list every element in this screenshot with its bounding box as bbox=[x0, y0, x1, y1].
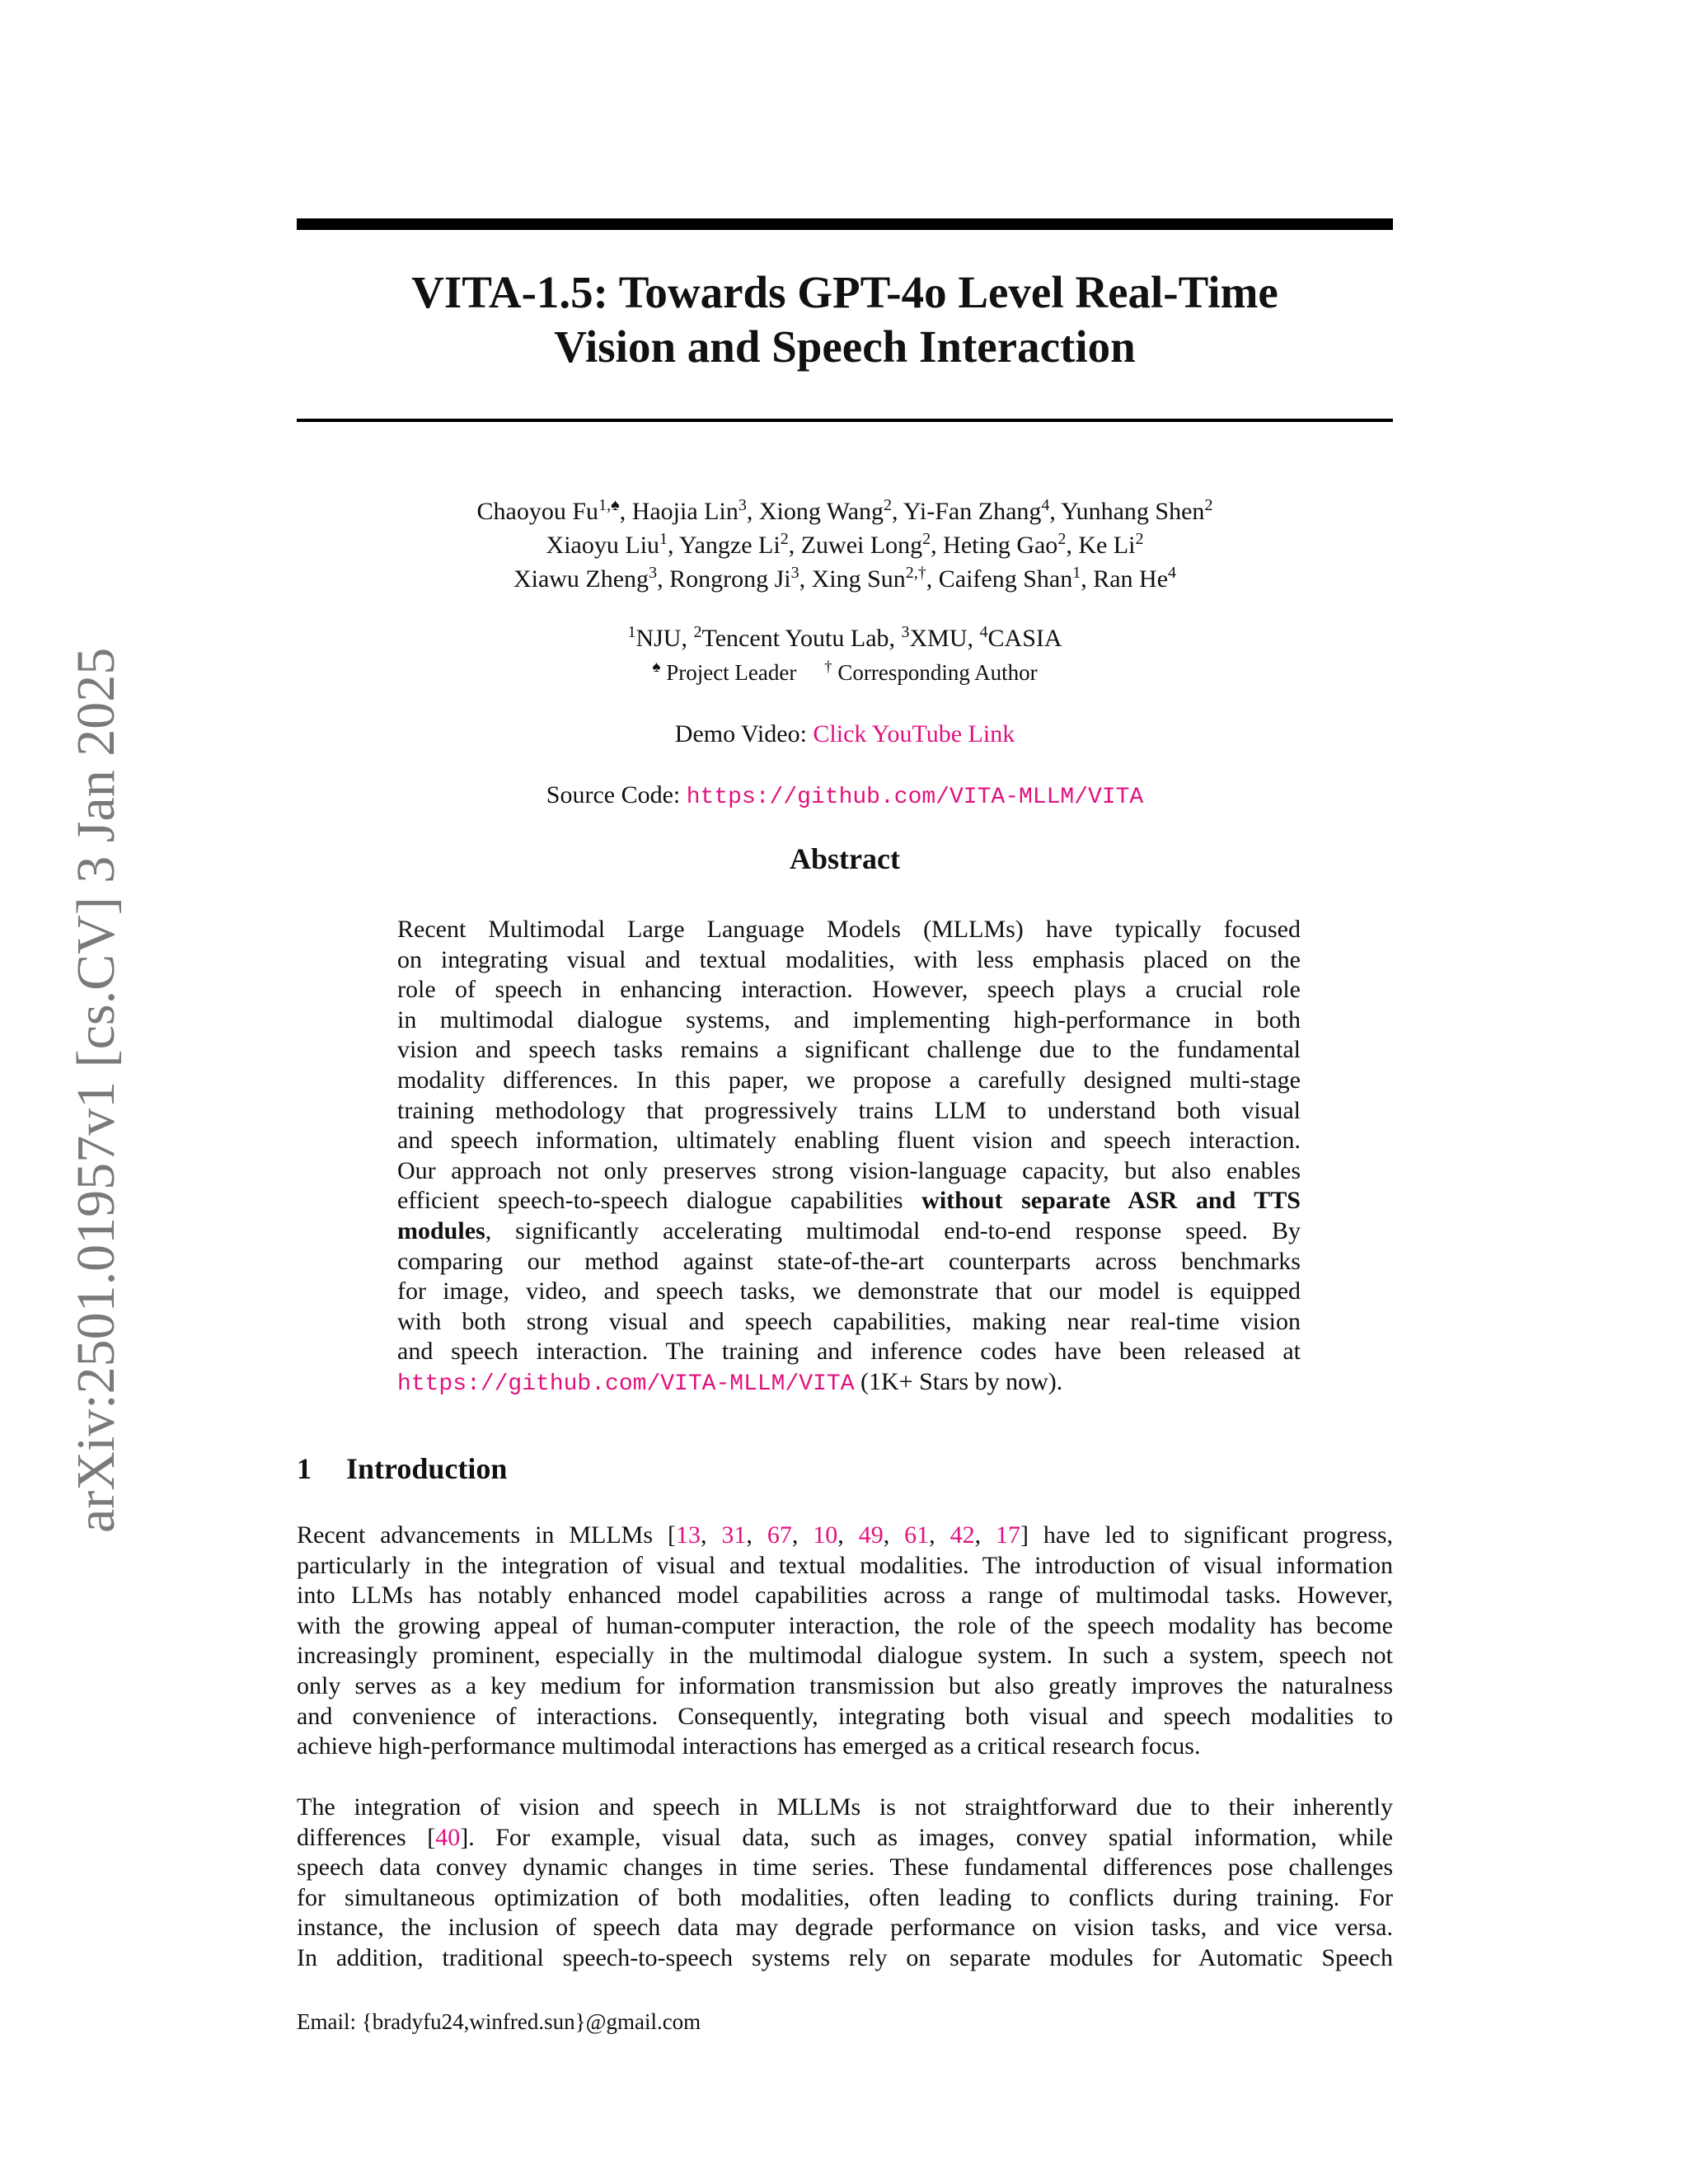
body-line: achieve high-performance multimodal interactions has emerged as a critical research focus. bbox=[297, 1732, 1201, 1760]
author-name: Xing Sun bbox=[811, 565, 906, 593]
affiliation-name: CASIA bbox=[987, 625, 1062, 652]
author-affiliation-mark: 2 bbox=[780, 530, 789, 548]
role-legend bbox=[297, 658, 1393, 687]
abstract-text: , significantly accelerating multimodal end-to-end response speed. By bbox=[485, 1216, 1301, 1244]
body-text: ] have led to significant progress, bbox=[1020, 1521, 1394, 1549]
body-line: instance, the inclusion of speech data may degrade performance on vision tasks, and vice versa. bbox=[297, 1914, 1393, 1942]
author-affiliation-mark: 2 bbox=[1204, 496, 1213, 514]
body-line: In addition, traditional speech-to-speech systems rely on separate modules for Automatic Speech bbox=[297, 1943, 1393, 1971]
body-line: Recent advancements in MLLMs [13, 31, 67, 10, 49, 61, 42, 17] have led to significant progress, bbox=[297, 1521, 1394, 1549]
title-top-rule bbox=[297, 218, 1393, 230]
youtube-link[interactable]: Click YouTube Link bbox=[813, 720, 1015, 748]
body-line: The integration of vision and speech in MLLMs is not straightforward due to their inherently bbox=[297, 1793, 1393, 1821]
citation-link[interactable]: 42 bbox=[950, 1521, 975, 1549]
abstract-line: and speech information, ultimately enabling fluent vision and speech interaction. bbox=[397, 1127, 1301, 1155]
body-text: differences [ bbox=[297, 1823, 436, 1851]
body-line: particularly in the integration of visual and textual modalities. The introduction of visual information bbox=[297, 1551, 1393, 1579]
author-name: Caifeng Shan bbox=[938, 565, 1073, 593]
abstract-line: with both strong visual and speech capabilities, making near real-time vision bbox=[397, 1307, 1301, 1335]
body-line bbox=[297, 1823, 1393, 1854]
author-name: Xiawu Zheng bbox=[513, 565, 649, 593]
author-affiliation-mark: 1,♠ bbox=[598, 496, 620, 514]
body-line: into LLMs has notably enhanced model capabilities across a range of multimodal tasks. However, bbox=[297, 1582, 1393, 1610]
section-heading bbox=[297, 1451, 507, 1487]
abstract-text: efficient speech-to-speech dialogue capabilities bbox=[397, 1187, 922, 1215]
body-line: speech data convey dynamic changes in time series. These fundamental differences pose challenges bbox=[297, 1854, 1393, 1882]
section-title: Introduction bbox=[346, 1452, 508, 1485]
dagger-icon: † bbox=[824, 658, 832, 676]
author-affiliation-mark: 1 bbox=[659, 530, 668, 548]
body-text: ]. For example, visual data, such as images, convey spatial information, while bbox=[460, 1823, 1393, 1851]
corresponding-author-label: Corresponding Author bbox=[837, 660, 1038, 685]
project-leader-label: Project Leader bbox=[666, 660, 797, 685]
affiliation-mark: 3 bbox=[901, 623, 910, 641]
affiliation-name: Tencent Youtu Lab bbox=[701, 625, 889, 652]
author-name: Rongrong Ji bbox=[669, 565, 791, 593]
affiliation-mark: 2 bbox=[693, 623, 702, 641]
body-line: increasingly prominent, especially in the multimodal dialogue system. In such a system, speech not bbox=[297, 1642, 1393, 1670]
intro-paragraph-2 bbox=[297, 1793, 1393, 1974]
abstract-line: Our approach not only preserves strong vision-language capacity, but also enables bbox=[397, 1156, 1301, 1184]
title-line-1: VITA-1.5: Towards GPT-4o Level Real-Time bbox=[411, 267, 1278, 317]
author-name: Xiong Wang bbox=[758, 498, 884, 525]
demo-video-label: Demo Video: bbox=[674, 720, 814, 748]
body-line: with the growing appeal of human-computer interaction, the role of the speech modality has become bbox=[297, 1611, 1393, 1639]
author-affiliation-mark: 4 bbox=[1168, 564, 1177, 582]
abstract-line: on integrating visual and textual modalities, with less emphasis placed on the bbox=[397, 945, 1301, 973]
author-name: Yangze Li bbox=[678, 532, 781, 559]
abstract-body bbox=[397, 915, 1301, 1400]
author-affiliation-mark: 3 bbox=[738, 496, 747, 514]
abstract-heading: Abstract bbox=[790, 842, 900, 875]
abstract-line: role of speech in enhancing interaction. However, speech plays a crucial role bbox=[397, 976, 1301, 1004]
citation-link[interactable]: 31 bbox=[721, 1521, 747, 1549]
body-line: and convenience of interactions. Consequently, integrating both visual and speech modalities to bbox=[297, 1702, 1393, 1730]
title-bottom-rule bbox=[297, 419, 1393, 422]
github-link[interactable]: https://github.com/VITA-MLLM/VITA bbox=[397, 1371, 855, 1397]
section-number: 1 bbox=[297, 1452, 312, 1485]
paper-title bbox=[297, 265, 1393, 374]
author-name: Yi-Fan Zhang bbox=[903, 498, 1042, 525]
author-name: Haojia Lin bbox=[631, 498, 738, 525]
intro-paragraph-1 bbox=[297, 1521, 1393, 1762]
abstract-bold-text: modules bbox=[397, 1216, 485, 1244]
author-name: Yunhang Shen bbox=[1061, 498, 1205, 525]
abstract-bold-text: without separate ASR and TTS bbox=[921, 1187, 1301, 1215]
author-affiliation-mark: 2 bbox=[1135, 530, 1144, 548]
affiliation-name: NJU bbox=[635, 625, 682, 652]
author-affiliation-mark: 3 bbox=[649, 564, 658, 582]
citation-link[interactable]: 67 bbox=[767, 1521, 792, 1549]
source-code-label: Source Code: bbox=[546, 781, 687, 808]
abstract-line: training methodology that progressively trains LLM to understand both visual bbox=[397, 1096, 1301, 1124]
abstract-text: (1K+ Stars by now). bbox=[854, 1367, 1063, 1395]
author-line-1: Chaoyou $Fu^{1,♠}$, Haojia Lin$^3$, Xiong Wang$^2$, Yi-Fan Zhang$^4$, Yunhang Shen$^2$ bbox=[476, 496, 1213, 525]
author-name: Chaoyou Fu bbox=[476, 498, 599, 525]
author-affiliation-mark: 4 bbox=[1041, 496, 1050, 514]
abstract-line: modality differences. In this paper, we propose a carefully designed multi-stage bbox=[397, 1066, 1301, 1094]
author-affiliation-mark: 1 bbox=[1072, 564, 1081, 582]
author-affiliation-mark: 2 bbox=[884, 496, 893, 514]
source-code-line bbox=[297, 779, 1393, 814]
demo-video-line bbox=[297, 718, 1393, 751]
body-line: for simultaneous optimization of both modalities, often leading to conflicts during training. For bbox=[297, 1883, 1393, 1911]
author-affiliation-mark: 2 bbox=[1057, 530, 1067, 548]
abstract-line: in multimodal dialogue systems, and implementing high-performance in both bbox=[397, 1005, 1301, 1033]
affiliation-mark: 1 bbox=[627, 623, 636, 641]
body-line: only serves as a key medium for information transmission but also greatly improves the naturalness bbox=[297, 1671, 1393, 1699]
citation-link[interactable]: 17 bbox=[996, 1521, 1020, 1549]
citation-link[interactable]: 61 bbox=[904, 1521, 930, 1549]
citation-link[interactable]: 40 bbox=[435, 1823, 461, 1851]
abstract-line: Recent Multimodal Large Language Models (MLLMs) have typically focused bbox=[397, 916, 1301, 943]
abstract-line: comparing our method against state-of-the-art counterparts across benchmarks bbox=[397, 1247, 1301, 1275]
arxiv-watermark: arXiv:2501.01957v1 [cs.CV] 3 Jan 2025 bbox=[66, 647, 126, 1533]
author-name: Ke Li bbox=[1078, 532, 1136, 559]
author-affiliation-mark: 3 bbox=[790, 564, 799, 582]
abstract-line bbox=[397, 1216, 1301, 1247]
author-affiliation-mark: 2 bbox=[922, 530, 931, 548]
author-name: Ran He bbox=[1093, 565, 1169, 593]
affiliation-mark: 4 bbox=[979, 623, 988, 641]
author-name: Xiaoyu Liu bbox=[546, 532, 660, 559]
affiliation-list: $^1$NJU, $^2$Tencent Youtu Lab, $^3$XMU, $^4$CASIA bbox=[627, 623, 1062, 652]
spade-icon: ♠ bbox=[652, 658, 661, 676]
author-line-2: Xiaoyu Liu$^1$, Yangze Li$^2$, Zuwei Long$^2$, Heting Gao$^2$, Ke Li$^2$ bbox=[546, 530, 1144, 559]
citation-link[interactable]: 13 bbox=[675, 1521, 701, 1549]
title-line-2: Vision and Speech Interaction bbox=[554, 321, 1136, 372]
abstract-line: and speech interaction. The training and inference codes have been released at bbox=[397, 1338, 1301, 1366]
abstract-line bbox=[397, 1367, 1301, 1400]
affiliation-name: XMU bbox=[909, 625, 968, 652]
email-footnote: Email: {bradyfu24,winfred.sun}@gmail.com bbox=[297, 2009, 701, 2034]
author-list bbox=[297, 494, 1393, 596]
author-name: Heting Gao bbox=[943, 532, 1058, 559]
author-name: Zuwei Long bbox=[800, 532, 923, 559]
body-text: Recent advancements in MLLMs [ bbox=[297, 1521, 676, 1549]
author-affiliation-mark: 2,† bbox=[905, 564, 926, 582]
citation-link[interactable]: 49 bbox=[858, 1521, 884, 1549]
abstract-line: vision and speech tasks remains a significant challenge due to the fundamental bbox=[397, 1036, 1301, 1064]
github-link[interactable]: https://github.com/VITA-MLLM/VITA bbox=[686, 785, 1144, 810]
abstract-line bbox=[397, 1186, 1301, 1216]
abstract-line: for image, video, and speech tasks, we demonstrate that our model is equipped bbox=[397, 1277, 1301, 1305]
citation-link[interactable]: 10 bbox=[813, 1521, 838, 1549]
author-line-3: Xiawu Zheng$^3$, Rongrong Ji$^3$, Xing Sun$^{2,\dagger}$, Caifeng Shan$^1$, Ran He$^4$ bbox=[513, 564, 1177, 593]
